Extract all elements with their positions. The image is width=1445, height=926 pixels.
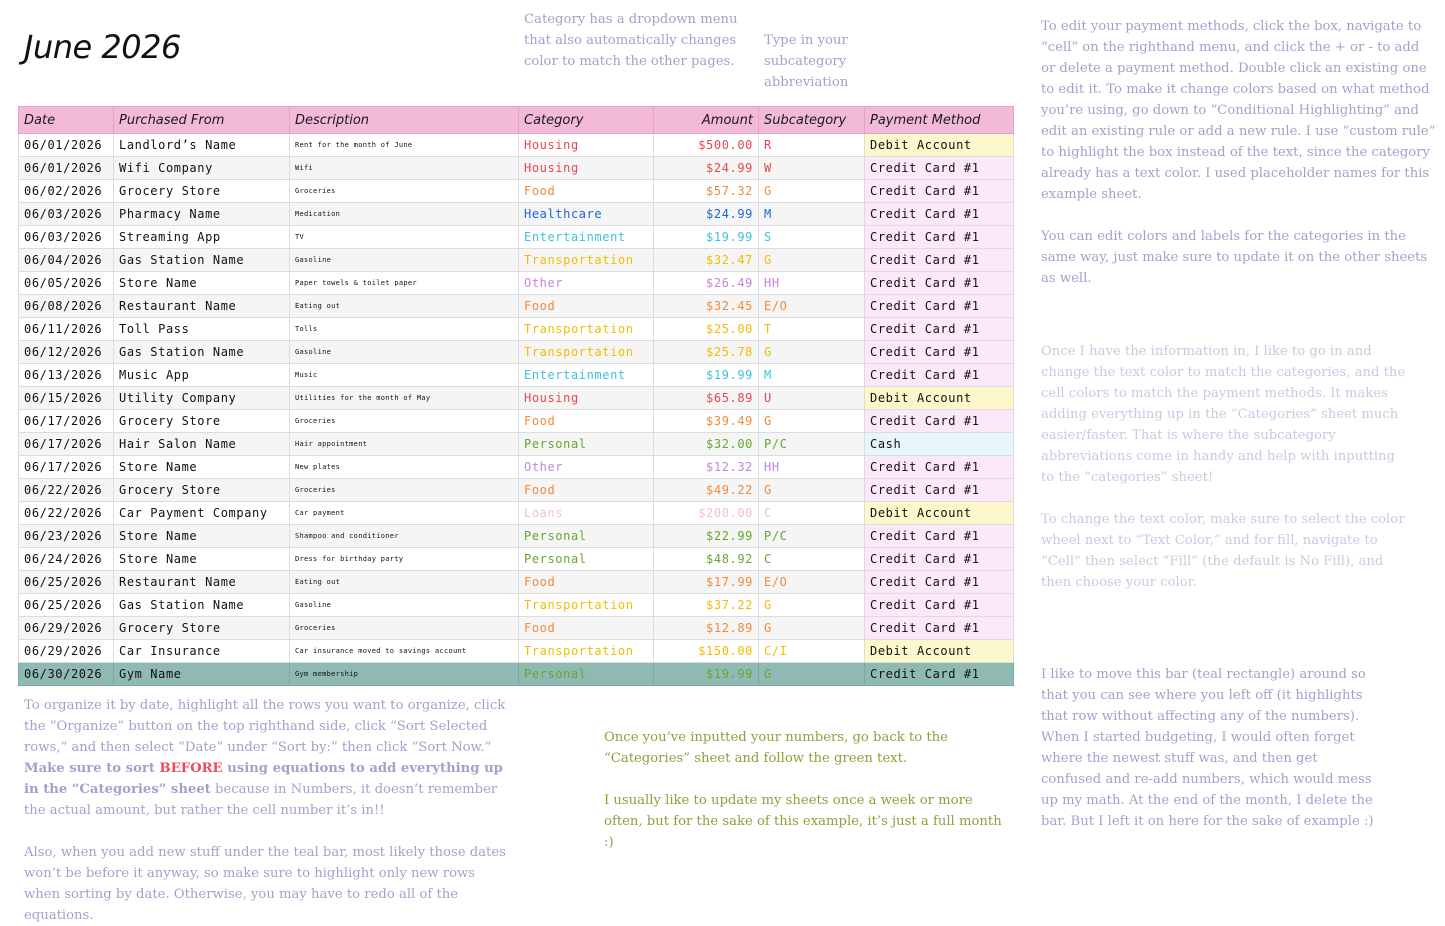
subcategory-cell[interactable]: M xyxy=(759,203,865,226)
category-cell[interactable]: Food xyxy=(519,479,654,502)
colors-p1: Once I have the information in, I like to go in and change the text color to match the categories, and the cell colors to match the payment methods. It makes adding everything up in the “Categories” sheet much easier/faster. That is where the subcategory abbreviations come in handy and help with inputting to the “categories” sheet! xyxy=(1041,344,1406,485)
description-cell[interactable]: Groceries xyxy=(290,410,519,433)
subcategory-cell[interactable]: C xyxy=(759,548,865,571)
description-cell[interactable]: Groceries xyxy=(290,180,519,203)
category-cell[interactable]: Personal xyxy=(519,525,654,548)
table-row[interactable] xyxy=(19,387,1014,410)
amount-cell[interactable]: $26.49 xyxy=(654,272,759,295)
description-cell[interactable]: Utilities for the month of May xyxy=(290,387,519,410)
subcategory-cell[interactable]: P/C xyxy=(759,525,865,548)
table-row[interactable] xyxy=(19,249,1014,272)
table-row[interactable] xyxy=(19,364,1014,387)
description-cell[interactable]: Dress for birthday party xyxy=(290,548,519,571)
amount-cell[interactable]: $19.99 xyxy=(654,226,759,249)
transactions-table xyxy=(18,106,1014,686)
organize-emph-2: using equations to add everything up in the “Categories” sheet xyxy=(24,761,503,797)
payment-methods-p1: To edit your payment methods, click the box, navigate to “cell” on the righthand menu, and click the + or - to add or delete a payment method. Double click an existing one to edit it. To make it change colors based on what method you’re using, go down to “Conditional Highlighting” and edit an existing rule or add a new rule. I use “custom rule” to highlight the box instead of the text, since the category already has a text color. I used placeholder names for this example sheet. xyxy=(1041,19,1436,202)
amount-cell[interactable]: $200.00 xyxy=(654,502,759,525)
category-hint-text: Category has a dropdown menu that also automatically changes color to match the other pages. xyxy=(524,12,738,69)
category-hint-note xyxy=(524,9,739,72)
purchased-from-cell[interactable]: Store Name xyxy=(114,456,290,479)
description-cell[interactable]: TV xyxy=(290,226,519,249)
category-cell[interactable]: Transportation xyxy=(519,249,654,272)
purchased-from-cell[interactable]: Landlord’s Name xyxy=(114,134,290,157)
description-cell[interactable]: Shampoo and conditioner xyxy=(290,525,519,548)
subcategory-cell[interactable]: E/O xyxy=(759,295,865,318)
subcategory-cell[interactable]: C/I xyxy=(759,640,865,663)
date-cell[interactable]: 06/23/2026 xyxy=(19,525,114,548)
category-cell[interactable]: Food xyxy=(519,617,654,640)
purchased-from-cell[interactable]: Grocery Store xyxy=(114,479,290,502)
subcategory-cell[interactable]: W xyxy=(759,157,865,180)
amount-cell[interactable]: $57.32 xyxy=(654,180,759,203)
amount-cell[interactable]: $25.00 xyxy=(654,318,759,341)
purchased-from-cell[interactable]: Wifi Company xyxy=(114,157,290,180)
payment-method-cell[interactable]: Credit Card #1 xyxy=(865,663,1014,686)
payment-methods-note xyxy=(1041,16,1437,289)
date-cell[interactable]: 06/30/2026 xyxy=(19,663,114,686)
description-cell[interactable]: Groceries xyxy=(290,617,519,640)
date-cell[interactable]: 06/08/2026 xyxy=(19,295,114,318)
teal-bar-text: I like to move this bar (teal rectangle) around so that you can see where you left off (it highlights that row without affecting any of the numbers). When I started budgeting, I would often forget where the newest stuff was, and then get confused and re-add numbers, which would mess up my math. At the end of the month, I delete the bar. But I left it on here for the sake of example :) xyxy=(1041,667,1374,829)
payment-method-cell[interactable]: Credit Card #1 xyxy=(865,594,1014,617)
header-payment-method[interactable]: Payment Method xyxy=(865,107,1014,134)
table-row[interactable] xyxy=(19,272,1014,295)
purchased-from-cell[interactable]: Grocery Store xyxy=(114,617,290,640)
table-row[interactable] xyxy=(19,295,1014,318)
category-cell[interactable]: Other xyxy=(519,456,654,479)
purchased-from-cell[interactable]: Gas Station Name xyxy=(114,341,290,364)
category-cell[interactable]: Entertainment xyxy=(519,226,654,249)
inputted-p2: I usually like to update my sheets once a week or more often, but for the sake of this example, it’s just a full month :) xyxy=(604,793,1002,850)
purchased-from-cell[interactable]: Car Insurance xyxy=(114,640,290,663)
payment-method-cell[interactable]: Credit Card #1 xyxy=(865,341,1014,364)
table-row[interactable] xyxy=(19,594,1014,617)
category-cell[interactable]: Food xyxy=(519,410,654,433)
purchased-from-cell[interactable]: Restaurant Name xyxy=(114,571,290,594)
payment-method-cell[interactable]: Credit Card #1 xyxy=(865,525,1014,548)
payment-method-cell[interactable]: Credit Card #1 xyxy=(865,571,1014,594)
table-row[interactable] xyxy=(19,640,1014,663)
payment-method-cell[interactable]: Credit Card #1 xyxy=(865,157,1014,180)
header-description[interactable]: Description xyxy=(290,107,519,134)
subcategory-cell[interactable]: G xyxy=(759,594,865,617)
amount-cell[interactable]: $49.22 xyxy=(654,479,759,502)
date-cell[interactable]: 06/03/2026 xyxy=(19,226,114,249)
subcategory-cell[interactable]: R xyxy=(759,134,865,157)
purchased-from-cell[interactable]: Store Name xyxy=(114,525,290,548)
header-date[interactable]: Date xyxy=(19,107,114,134)
payment-method-cell[interactable]: Credit Card #1 xyxy=(865,249,1014,272)
subcategory-cell[interactable]: E/O xyxy=(759,571,865,594)
organize-emph-1: Make sure to sort xyxy=(24,761,160,776)
colors-note xyxy=(1041,341,1409,593)
inputted-p1: Once you’ve inputted your numbers, go back to the “Categories” sheet and follow the green text. xyxy=(604,730,948,766)
purchased-from-cell[interactable]: Toll Pass xyxy=(114,318,290,341)
inputted-note xyxy=(604,727,1014,853)
amount-cell[interactable]: $24.99 xyxy=(654,203,759,226)
date-cell[interactable]: 06/29/2026 xyxy=(19,640,114,663)
amount-cell[interactable]: $32.00 xyxy=(654,433,759,456)
description-cell[interactable]: Gasoline xyxy=(290,341,519,364)
category-cell[interactable]: Transportation xyxy=(519,318,654,341)
subcategory-hint-text: Type in your subcategory abbreviation xyxy=(764,33,849,90)
amount-cell[interactable]: $12.32 xyxy=(654,456,759,479)
description-cell[interactable]: Wifi xyxy=(290,157,519,180)
table-row[interactable] xyxy=(19,203,1014,226)
subcategory-cell[interactable]: HH xyxy=(759,272,865,295)
date-cell[interactable]: 06/17/2026 xyxy=(19,433,114,456)
date-cell[interactable]: 06/03/2026 xyxy=(19,203,114,226)
table-row[interactable] xyxy=(19,456,1014,479)
sheet-title: June 2026 xyxy=(24,28,181,66)
table-row[interactable] xyxy=(19,617,1014,640)
description-cell[interactable]: Medication xyxy=(290,203,519,226)
date-cell[interactable]: 06/02/2026 xyxy=(19,180,114,203)
payment-method-cell[interactable]: Debit Account xyxy=(865,502,1014,525)
category-cell[interactable]: Other xyxy=(519,272,654,295)
payment-method-cell[interactable]: Credit Card #1 xyxy=(865,226,1014,249)
amount-cell[interactable]: $37.22 xyxy=(654,594,759,617)
date-cell[interactable]: 06/01/2026 xyxy=(19,134,114,157)
category-cell[interactable]: Transportation xyxy=(519,341,654,364)
description-cell[interactable]: Car payment xyxy=(290,502,519,525)
purchased-from-cell[interactable]: Gym Name xyxy=(114,663,290,686)
amount-cell[interactable]: $25.78 xyxy=(654,341,759,364)
purchased-from-cell[interactable]: Hair Salon Name xyxy=(114,433,290,456)
organize-emph-before: BEFORE xyxy=(159,761,223,776)
date-cell[interactable]: 06/22/2026 xyxy=(19,479,114,502)
category-cell[interactable]: Housing xyxy=(519,134,654,157)
subcategory-cell[interactable]: G xyxy=(759,341,865,364)
description-cell[interactable]: Gasoline xyxy=(290,594,519,617)
date-cell[interactable]: 06/05/2026 xyxy=(19,272,114,295)
table-row[interactable] xyxy=(19,226,1014,249)
date-cell[interactable]: 06/25/2026 xyxy=(19,594,114,617)
description-cell[interactable]: Rent for the month of June xyxy=(290,134,519,157)
amount-cell[interactable]: $12.89 xyxy=(654,617,759,640)
subcategory-cell[interactable]: G xyxy=(759,180,865,203)
category-cell[interactable]: Entertainment xyxy=(519,364,654,387)
date-cell[interactable]: 06/22/2026 xyxy=(19,502,114,525)
category-cell[interactable]: Personal xyxy=(519,548,654,571)
date-cell[interactable]: 06/13/2026 xyxy=(19,364,114,387)
header-row xyxy=(19,107,1014,134)
date-cell[interactable]: 06/04/2026 xyxy=(19,249,114,272)
payment-method-cell[interactable]: Credit Card #1 xyxy=(865,548,1014,571)
purchased-from-cell[interactable]: Grocery Store xyxy=(114,180,290,203)
teal-bar-row[interactable] xyxy=(19,663,1014,686)
category-cell[interactable]: Healthcare xyxy=(519,203,654,226)
amount-cell[interactable]: $22.99 xyxy=(654,525,759,548)
amount-cell[interactable]: $19.99 xyxy=(654,364,759,387)
description-cell[interactable]: New plates xyxy=(290,456,519,479)
table-row[interactable] xyxy=(19,157,1014,180)
date-cell[interactable]: 06/17/2026 xyxy=(19,410,114,433)
subcategory-cell[interactable]: M xyxy=(759,364,865,387)
header-subcategory[interactable]: Subcategory xyxy=(759,107,865,134)
organize-note xyxy=(24,695,512,926)
organize-text-c: because in Numbers, it doesn’t remember the actual amount, but rather the cell number it’s in!! xyxy=(24,782,498,818)
date-cell[interactable]: 06/24/2026 xyxy=(19,548,114,571)
organize-p2: Also, when you add new stuff under the teal bar, most likely those dates won’t be before it anyway, so make sure to highlight only new rows when sorting by date. Otherwise, you may have to redo all of the equations. xyxy=(24,845,506,923)
amount-cell[interactable]: $32.47 xyxy=(654,249,759,272)
category-cell[interactable]: Housing xyxy=(519,157,654,180)
amount-cell[interactable]: $24.99 xyxy=(654,157,759,180)
amount-cell[interactable]: $19.99 xyxy=(654,663,759,686)
subcategory-cell[interactable]: G xyxy=(759,617,865,640)
amount-cell[interactable]: $65.89 xyxy=(654,387,759,410)
purchased-from-cell[interactable]: Store Name xyxy=(114,548,290,571)
payment-method-cell[interactable]: Credit Card #1 xyxy=(865,364,1014,387)
subcategory-cell[interactable]: T xyxy=(759,318,865,341)
description-cell[interactable]: Gym membership xyxy=(290,663,519,686)
colors-p2: To change the text color, make sure to select the color wheel next to “Text Color,” and for fill, navigate to “Cell” then select “Fill” (the default is No Fill), and then choose your color. xyxy=(1041,512,1405,590)
table-row[interactable] xyxy=(19,180,1014,203)
payment-method-cell[interactable]: Credit Card #1 xyxy=(865,410,1014,433)
payment-method-cell[interactable]: Credit Card #1 xyxy=(865,617,1014,640)
amount-cell[interactable]: $32.45 xyxy=(654,295,759,318)
subcategory-cell[interactable]: G xyxy=(759,410,865,433)
amount-cell[interactable]: $39.49 xyxy=(654,410,759,433)
teal-bar-note xyxy=(1041,664,1381,832)
amount-cell[interactable]: $150.00 xyxy=(654,640,759,663)
category-cell[interactable]: Food xyxy=(519,571,654,594)
purchased-from-cell[interactable]: Gas Station Name xyxy=(114,594,290,617)
payment-method-cell[interactable]: Credit Card #1 xyxy=(865,180,1014,203)
description-cell[interactable]: Eating out xyxy=(290,295,519,318)
payment-method-cell[interactable]: Credit Card #1 xyxy=(865,456,1014,479)
description-cell[interactable]: Hair appointment xyxy=(290,433,519,456)
subcategory-hint-note xyxy=(764,30,864,93)
table-row[interactable] xyxy=(19,502,1014,525)
payment-method-cell[interactable]: Credit Card #1 xyxy=(865,203,1014,226)
table-row[interactable] xyxy=(19,410,1014,433)
category-cell[interactable]: Transportation xyxy=(519,594,654,617)
subcategory-cell[interactable]: G xyxy=(759,479,865,502)
category-cell[interactable]: Transportation xyxy=(519,640,654,663)
description-cell[interactable]: Gasoline xyxy=(290,249,519,272)
category-cell[interactable]: Personal xyxy=(519,663,654,686)
subcategory-cell[interactable]: U xyxy=(759,387,865,410)
purchased-from-cell[interactable]: Store Name xyxy=(114,272,290,295)
subcategory-cell[interactable]: G xyxy=(759,663,865,686)
payment-method-cell[interactable]: Credit Card #1 xyxy=(865,318,1014,341)
date-cell[interactable]: 06/17/2026 xyxy=(19,456,114,479)
amount-cell[interactable]: $500.00 xyxy=(654,134,759,157)
payment-method-cell[interactable]: Debit Account xyxy=(865,134,1014,157)
date-cell[interactable]: 06/01/2026 xyxy=(19,157,114,180)
description-cell[interactable]: Groceries xyxy=(290,479,519,502)
table-row[interactable] xyxy=(19,571,1014,594)
header-amount[interactable]: Amount xyxy=(654,107,759,134)
header-purchased-from[interactable]: Purchased From xyxy=(114,107,290,134)
table-row[interactable] xyxy=(19,525,1014,548)
table-row[interactable] xyxy=(19,548,1014,571)
table-row[interactable] xyxy=(19,341,1014,364)
subcategory-cell[interactable]: C xyxy=(759,502,865,525)
purchased-from-cell[interactable]: Grocery Store xyxy=(114,410,290,433)
organize-text-a: To organize it by date, highlight all the rows you want to organize, click the “Organize” button on the top righthand side, click “Sort Selected rows,” and then select “Date” under “Sort by:” then click “Sort Now.” xyxy=(24,698,506,755)
date-cell[interactable]: 06/15/2026 xyxy=(19,387,114,410)
header-category[interactable]: Category xyxy=(519,107,654,134)
payment-method-cell[interactable]: Debit Account xyxy=(865,387,1014,410)
purchased-from-cell[interactable]: Streaming App xyxy=(114,226,290,249)
table-row[interactable] xyxy=(19,479,1014,502)
purchased-from-cell[interactable]: Utility Company xyxy=(114,387,290,410)
purchased-from-cell[interactable]: Music App xyxy=(114,364,290,387)
date-cell[interactable]: 06/11/2026 xyxy=(19,318,114,341)
purchased-from-cell[interactable]: Gas Station Name xyxy=(114,249,290,272)
category-cell[interactable]: Loans xyxy=(519,502,654,525)
category-cell[interactable]: Personal xyxy=(519,433,654,456)
description-cell[interactable]: Car insurance moved to savings account xyxy=(290,640,519,663)
payment-method-cell[interactable]: Cash xyxy=(865,433,1014,456)
amount-cell[interactable]: $17.99 xyxy=(654,571,759,594)
subcategory-cell[interactable]: S xyxy=(759,226,865,249)
payment-method-cell[interactable]: Credit Card #1 xyxy=(865,272,1014,295)
purchased-from-cell[interactable]: Pharmacy Name xyxy=(114,203,290,226)
table-row[interactable] xyxy=(19,433,1014,456)
purchased-from-cell[interactable]: Car Payment Company xyxy=(114,502,290,525)
category-cell[interactable]: Food xyxy=(519,180,654,203)
organize-p1 xyxy=(24,695,512,821)
description-cell[interactable]: Paper towels & toilet paper xyxy=(290,272,519,295)
purchased-from-cell[interactable]: Restaurant Name xyxy=(114,295,290,318)
payment-method-cell[interactable]: Debit Account xyxy=(865,640,1014,663)
date-cell[interactable]: 06/25/2026 xyxy=(19,571,114,594)
description-cell[interactable]: Music xyxy=(290,364,519,387)
description-cell[interactable]: Tolls xyxy=(290,318,519,341)
date-cell[interactable]: 06/29/2026 xyxy=(19,617,114,640)
subcategory-cell[interactable]: P/C xyxy=(759,433,865,456)
table-row[interactable] xyxy=(19,134,1014,157)
payment-method-cell[interactable]: Credit Card #1 xyxy=(865,295,1014,318)
subcategory-cell[interactable]: G xyxy=(759,249,865,272)
amount-cell[interactable]: $48.92 xyxy=(654,548,759,571)
category-cell[interactable]: Food xyxy=(519,295,654,318)
date-cell[interactable]: 06/12/2026 xyxy=(19,341,114,364)
category-cell[interactable]: Housing xyxy=(519,387,654,410)
payment-methods-p2: You can edit colors and labels for the categories in the same way, just make sure to update it on the other sheets as well. xyxy=(1041,229,1428,286)
description-cell[interactable]: Eating out xyxy=(290,571,519,594)
payment-method-cell[interactable]: Credit Card #1 xyxy=(865,479,1014,502)
subcategory-cell[interactable]: HH xyxy=(759,456,865,479)
table-row[interactable] xyxy=(19,318,1014,341)
